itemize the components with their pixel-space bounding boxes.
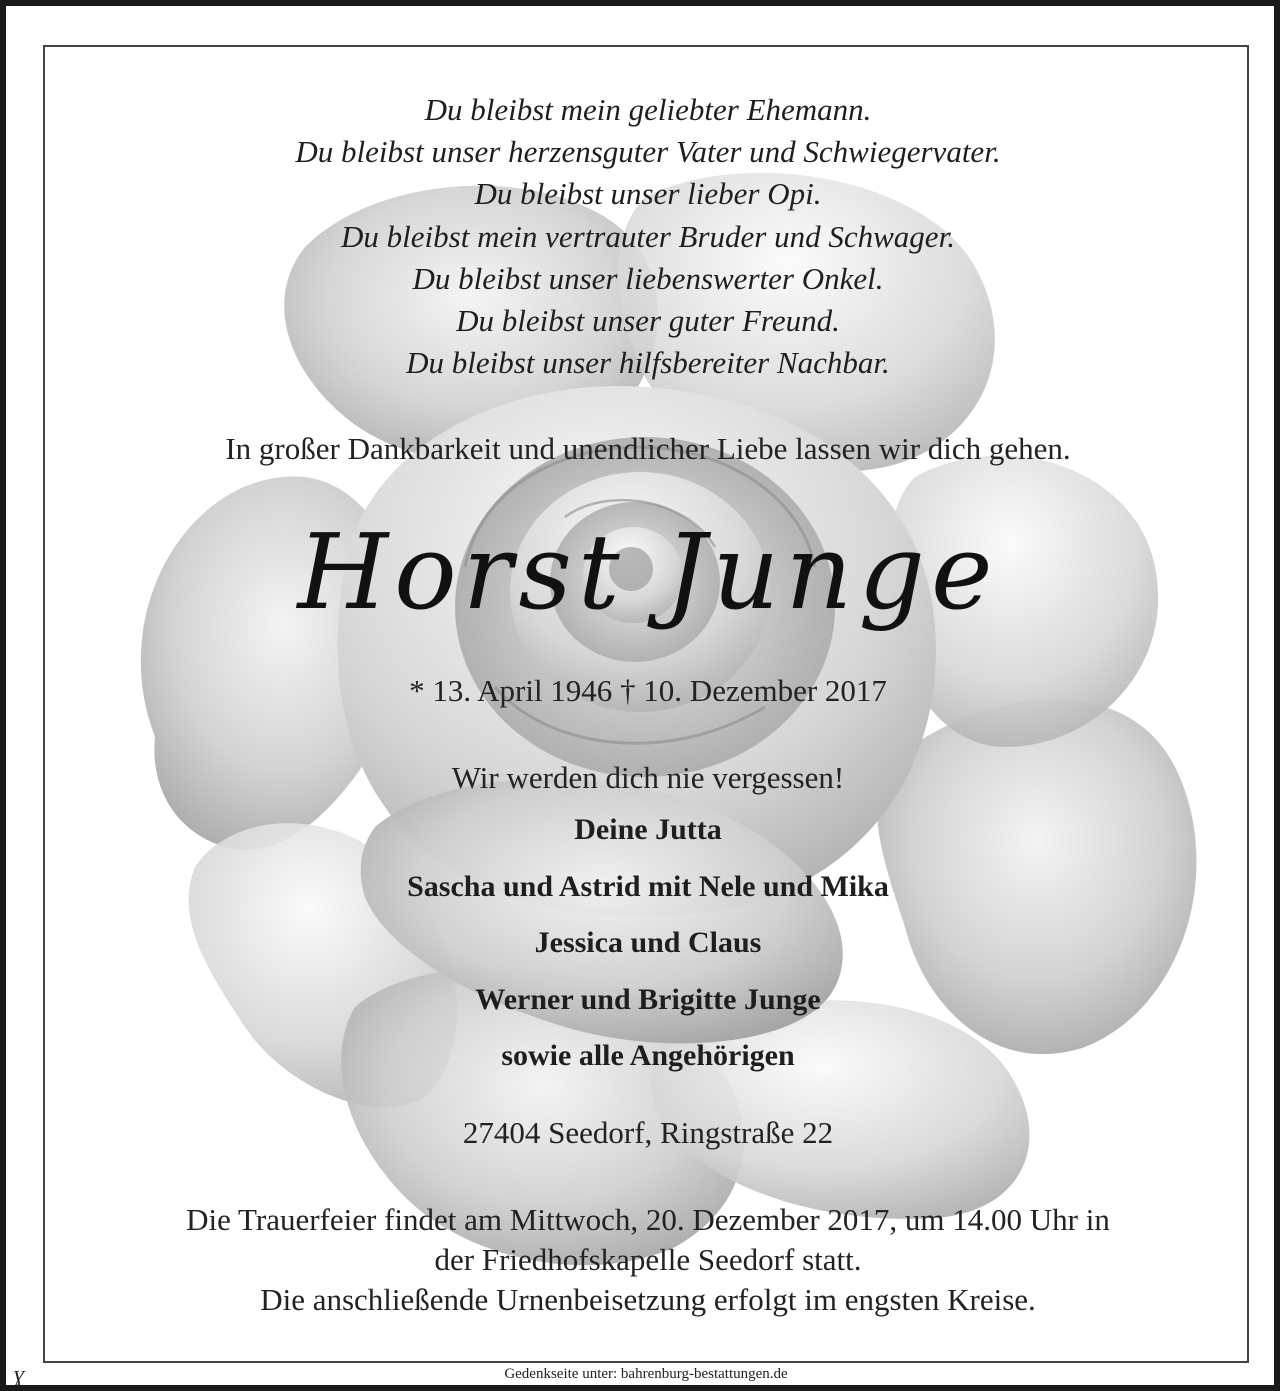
poem-line: Du bleibst mein vertrauter Bruder und Schwager. (341, 218, 955, 254)
poem-line: Du bleibst unser liebenswerter Onkel. (412, 260, 884, 296)
poem-line: Du bleibst unser guter Freund. (456, 303, 840, 339)
mourners-list (45, 802, 1249, 1085)
poem (45, 89, 1249, 384)
mourner: Werner und Brigitte Junge (475, 982, 821, 1016)
poem-line: Du bleibst mein geliebter Ehemann. (424, 92, 872, 127)
address: 27404 Seedorf, Ringstraße 22 (462, 1115, 834, 1150)
deceased-name: Horst Junge (297, 511, 999, 633)
mourner: Jessica und Claus (534, 926, 762, 959)
notice-line: der Friedhofskapelle Seedorf statt. (434, 1242, 862, 1277)
obituary-text (45, 47, 1249, 1363)
funeral-notice (45, 1200, 1249, 1320)
farewell-text: Wir werden dich nie vergessen! (451, 760, 845, 795)
poem-line: Du bleibst unser lieber Opi. (474, 176, 822, 212)
notice-line: Die anschließende Urnenbeisetzung erfolgt im engsten Kreise. (260, 1282, 1036, 1317)
intro-text: In großer Dankbarkeit und unendlicher Liebe lassen wir dich gehen. (225, 431, 1071, 466)
publisher-mark-icon: ɣ (14, 1361, 25, 1386)
life-dates: * 13. April 1946 † 10. Dezember 2017 (409, 673, 887, 708)
mourner: Sascha und Astrid mit Nele und Mika (407, 869, 889, 903)
obituary-card (43, 45, 1249, 1363)
notice-line: Die Trauerfeier findet am Mittwoch, 20. Dezember 2017, um 14.00 Uhr in (186, 1202, 1110, 1237)
mourner: Deine Jutta (574, 813, 722, 846)
poem-line: Du bleibst unser hilfsbereiter Nachbar. (406, 345, 890, 381)
footer-link[interactable]: Gedenkseite unter: bahrenburg-bestattungen.de (504, 1366, 788, 1382)
poem-line: Du bleibst unser herzensguter Vater und Schwiegervater. (295, 134, 1001, 170)
mourner: sowie alle Angehörigen (501, 1039, 795, 1072)
